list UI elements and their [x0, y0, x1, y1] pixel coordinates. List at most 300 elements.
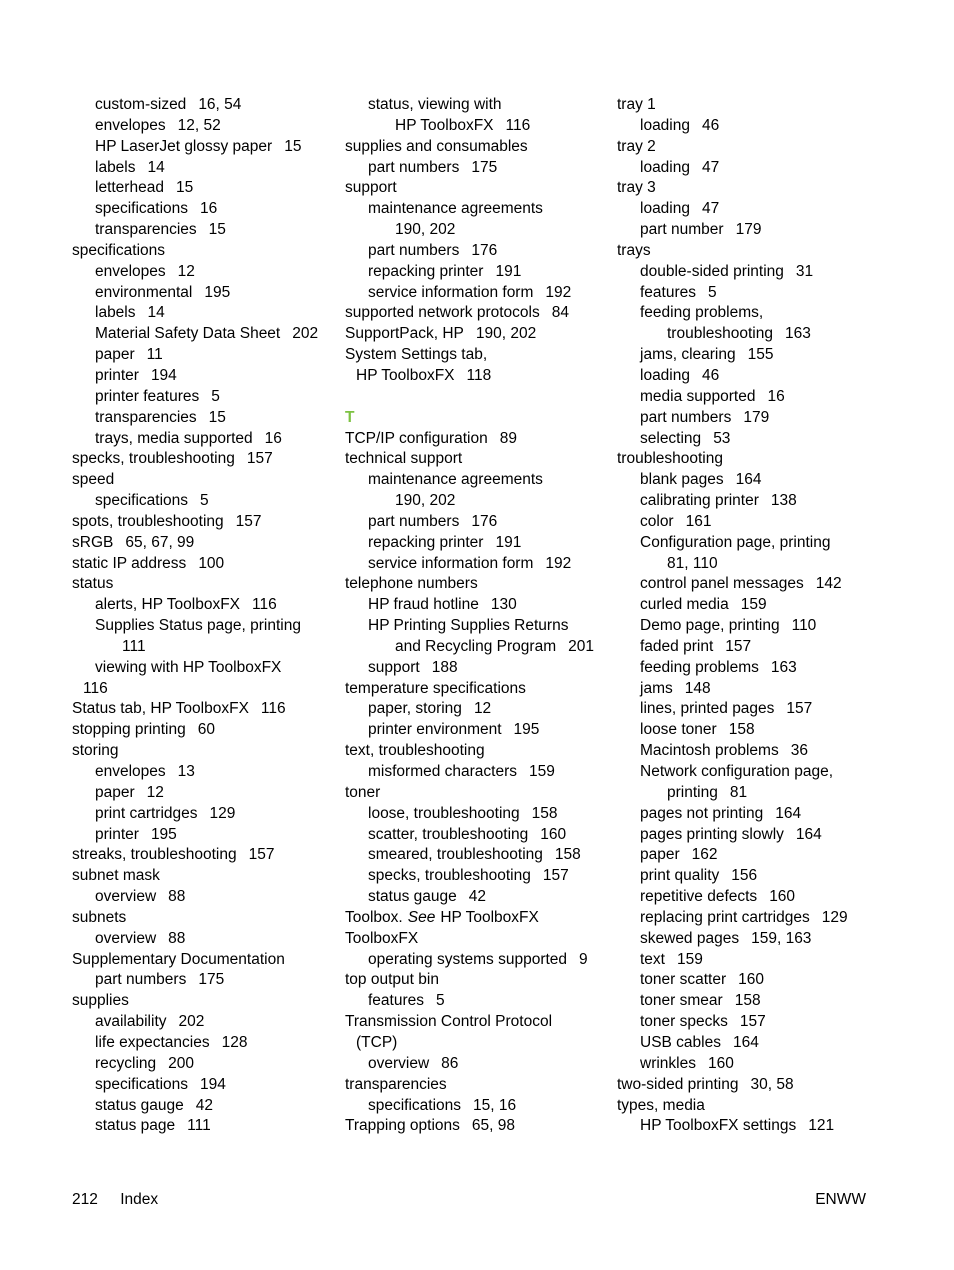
index-term: envelopes: [95, 262, 166, 280]
page-reference: 202: [292, 325, 319, 343]
index-term: blank pages: [640, 471, 724, 489]
index-entry: [345, 262, 594, 283]
page-reference: 176: [471, 512, 498, 530]
index-term: specifications: [72, 241, 166, 259]
index-entry: [72, 199, 318, 220]
index-entry: [345, 303, 594, 324]
index-term: Supplies Status page, printing: [95, 617, 301, 635]
index-term: Demo page, printing: [640, 617, 780, 635]
index-entry: [617, 533, 848, 554]
index-entry: [345, 283, 594, 304]
index-term: selecting: [640, 429, 702, 447]
index-entry: [617, 783, 848, 804]
index-term: loading: [640, 116, 690, 134]
index-entry: [345, 908, 594, 929]
page-reference: 15: [284, 137, 302, 155]
index-entry: [617, 178, 848, 199]
page-reference: 88: [168, 929, 186, 947]
index-entry: [617, 1075, 848, 1096]
index-entry: [345, 429, 594, 450]
index-term: text, troubleshooting: [345, 742, 485, 760]
index-term: trays, media supported: [95, 429, 253, 447]
index-term: status gauge: [95, 1096, 184, 1114]
page-reference: 84: [551, 304, 569, 322]
page-reference: 47: [702, 158, 720, 176]
page-reference: 129: [209, 804, 236, 822]
index-term: recycling: [95, 1054, 157, 1072]
index-entry: [345, 804, 594, 825]
page-reference: 164: [795, 825, 822, 843]
index-entry: [345, 991, 594, 1012]
index-entry: [72, 699, 318, 720]
index-term: labels: [95, 304, 136, 322]
index-term: lines, printed pages: [640, 700, 775, 718]
index-term: support: [368, 658, 420, 676]
page-reference: 65, 67, 99: [125, 533, 195, 551]
page-reference: 5: [211, 387, 220, 405]
index-entry: [617, 658, 848, 679]
index-entry: [617, 262, 848, 283]
page-reference: 159: [676, 950, 703, 968]
index-entry: [72, 658, 318, 679]
index-entry: [617, 1054, 848, 1075]
index-term: Transmission Control Protocol: [345, 1013, 553, 1031]
index-entry: [345, 387, 594, 408]
index-entry: [345, 491, 594, 512]
index-entry: [617, 241, 848, 262]
index-entry: [345, 324, 594, 345]
index-entry: [345, 699, 594, 720]
page-reference: 138: [770, 492, 797, 510]
index-term: environmental: [95, 283, 193, 301]
page-reference: 16: [200, 200, 218, 218]
index-term: letterhead: [95, 179, 164, 197]
index-entry: [617, 554, 848, 575]
index-entry: [345, 345, 594, 366]
index-term: service information form: [368, 283, 534, 301]
index-term: support: [345, 179, 397, 197]
page-reference: 12: [177, 262, 195, 280]
index-term: operating systems supported: [368, 950, 568, 968]
page-reference: 128: [221, 1033, 248, 1051]
page-reference: 192: [545, 283, 572, 301]
page-reference: 188: [431, 658, 458, 676]
index-term: Configuration page, printing: [640, 533, 831, 551]
page-reference: 158: [734, 992, 761, 1010]
index-term: paper: [95, 783, 135, 801]
index-term: Trapping options: [345, 1117, 460, 1135]
index-term: trays: [617, 241, 651, 259]
index-entry: [345, 1033, 594, 1054]
index-entry: [617, 491, 848, 512]
index-term: specks, troubleshooting: [368, 867, 531, 885]
page-reference: 160: [738, 971, 765, 989]
page-reference: 157: [739, 1013, 766, 1031]
page-reference: 195: [513, 721, 540, 739]
index-term: top output bin: [345, 971, 439, 989]
index-entry: [345, 595, 594, 616]
page-reference: 175: [198, 971, 225, 989]
page-reference: 159: [529, 763, 555, 780]
index-term: part numbers: [368, 512, 460, 530]
index-entry: [617, 991, 848, 1012]
index-entry: [72, 470, 318, 491]
page-reference: 46: [702, 366, 720, 384]
page-reference: 179: [743, 408, 770, 426]
index-entry: [72, 241, 318, 262]
page-reference: 16, 54: [198, 96, 242, 113]
index-entry: [617, 1116, 848, 1137]
index-term: Material Safety Data Sheet: [95, 325, 281, 343]
index-entry: [345, 533, 594, 554]
page-reference: 86: [441, 1054, 459, 1072]
index-term: repetitive defects: [640, 888, 758, 906]
index-entry: [72, 887, 318, 908]
index-term: storing: [72, 742, 119, 760]
page-reference: 118: [466, 366, 492, 384]
page-reference: 129: [821, 908, 848, 926]
index-term: paper: [95, 346, 135, 364]
index-term: HP ToolboxFX: [356, 366, 455, 384]
index-term: specifications: [95, 200, 189, 218]
index-term: part number: [640, 221, 724, 239]
index-term: transparencies: [345, 1075, 447, 1093]
page-reference: 161: [685, 512, 712, 530]
index-entry: [72, 741, 318, 762]
index-term: labels: [95, 158, 136, 176]
index-term: subnets: [72, 908, 127, 926]
index-entry: [72, 95, 318, 116]
index-term: USB cables: [640, 1033, 721, 1051]
page-reference: 100: [198, 554, 225, 572]
index-term: streaks, troubleshooting: [72, 846, 237, 864]
page-reference: 89: [499, 429, 517, 447]
index-entry: [617, 283, 848, 304]
page-reference: 202: [178, 1013, 205, 1031]
index-term: status gauge: [368, 888, 457, 906]
index-entry: [72, 512, 318, 533]
page-reference: 158: [531, 804, 558, 822]
index-entry: [72, 137, 318, 158]
index-term: paper, storing: [368, 700, 462, 718]
index-entry: [617, 616, 848, 637]
index-entry: [617, 825, 848, 846]
index-term: HP LaserJet glossy paper: [95, 137, 273, 155]
index-term: calibrating printer: [640, 492, 759, 510]
index-entry: [345, 241, 594, 262]
index-term: part numbers: [640, 408, 732, 426]
index-term: viewing with HP ToolboxFX: [95, 658, 282, 676]
index-term: printer: [95, 825, 139, 843]
index-term: 190, 202: [395, 492, 456, 510]
index-term: features: [640, 283, 697, 301]
index-entry: [617, 887, 848, 908]
index-entry: [72, 533, 318, 554]
index-entry: [345, 616, 594, 637]
index-entry: [617, 679, 848, 700]
page-reference: 176: [471, 241, 498, 259]
index-entry: [72, 491, 318, 512]
page-reference: 15: [208, 221, 226, 239]
index-entry: [72, 970, 318, 991]
index-entry: [617, 137, 848, 158]
index-term: features: [368, 992, 425, 1010]
index-column-3: [617, 95, 848, 1137]
index-term: (TCP): [356, 1033, 398, 1051]
index-entry: [345, 1116, 594, 1137]
page-reference: 160: [540, 825, 567, 843]
page-reference: 31: [795, 262, 814, 280]
page-reference: 9: [579, 950, 588, 968]
index-term: life expectancies: [95, 1033, 210, 1051]
index-term: status, viewing with: [368, 96, 502, 113]
index-entry: [617, 387, 848, 408]
page-reference: 192: [545, 554, 572, 572]
index-term: HP fraud hotline: [368, 596, 479, 614]
page-reference: 47: [702, 200, 720, 218]
index-entry: [72, 595, 318, 616]
index-entry: [617, 595, 848, 616]
index-term: envelopes: [95, 763, 166, 780]
index-term: specifications: [368, 1096, 462, 1114]
page-reference: 157: [235, 512, 262, 530]
page-reference: 175: [471, 158, 498, 176]
index-entry: [617, 1012, 848, 1033]
page-reference: 46: [702, 116, 720, 134]
index-entry: [345, 970, 594, 991]
page-reference: 121: [808, 1117, 835, 1135]
page-reference: 16: [767, 387, 785, 405]
page-reference: 195: [150, 825, 177, 843]
index-term: availability: [95, 1013, 167, 1031]
index-entry: [345, 762, 594, 783]
index-entry: [617, 429, 848, 450]
index-entry: [72, 1033, 318, 1054]
index-entry: [617, 929, 848, 950]
page-reference: 116: [260, 700, 286, 718]
index-term: Macintosh problems: [640, 742, 779, 760]
index-term: 81, 110: [667, 554, 718, 572]
index-term: envelopes: [95, 116, 166, 134]
index-entry: [617, 574, 848, 595]
index-term: specks, troubleshooting: [72, 450, 235, 468]
index-entry: [617, 1096, 848, 1117]
page-reference: 111: [187, 1117, 211, 1135]
index-term: HP Printing Supplies Returns: [368, 617, 569, 635]
page-reference: 164: [732, 1033, 759, 1051]
index-entry: [72, 616, 318, 637]
index-term: stopping printing: [72, 721, 186, 739]
index-entry: [617, 762, 848, 783]
index-entry: [617, 303, 848, 324]
index-entry: [617, 408, 848, 429]
page-reference: 81: [729, 783, 748, 801]
index-term: control panel messages: [640, 575, 804, 593]
index-entry: [345, 950, 594, 971]
index-entry: [72, 866, 318, 887]
page-reference: 16: [264, 429, 282, 447]
index-term: supplies: [72, 992, 129, 1010]
index-term: toner scatter: [640, 971, 727, 989]
index-term: telephone numbers: [345, 575, 478, 593]
page-reference: 194: [200, 1075, 226, 1093]
index-term: jams: [640, 679, 673, 697]
index-term: overview: [95, 929, 157, 947]
index-term: troubleshooting: [617, 450, 723, 468]
index-term: two-sided printing: [617, 1075, 739, 1093]
index-term: Toolbox.: [345, 908, 403, 926]
index-term: static IP address: [72, 554, 187, 572]
index-entry: [345, 679, 594, 700]
index-entry: [617, 449, 848, 470]
index-entry: [72, 1012, 318, 1033]
index-entry: [617, 470, 848, 491]
index-term: tray 1: [617, 96, 656, 113]
page-reference: 12: [146, 783, 164, 801]
index-term: faded print: [640, 637, 714, 655]
index-entry: [72, 116, 318, 137]
page-reference: 14: [147, 304, 165, 322]
index-entry: [617, 908, 848, 929]
index-term: misformed characters: [368, 763, 518, 780]
index-entry: [345, 1012, 594, 1033]
index-term: wrinkles: [640, 1054, 696, 1072]
index-term: printer: [95, 366, 139, 384]
footer-code: ENWW: [815, 1191, 866, 1208]
index-entry: [345, 825, 594, 846]
index-column-1: [72, 95, 318, 1137]
footer-left: [72, 1191, 158, 1209]
index-entry: [345, 887, 594, 908]
index-entry: [617, 741, 848, 762]
index-term: overview: [368, 1054, 430, 1072]
index-entry: [72, 929, 318, 950]
index-entry: [345, 137, 594, 158]
index-entry: [617, 699, 848, 720]
index-entry: [617, 366, 848, 387]
index-entry: [72, 366, 318, 387]
index-term: subnet mask: [72, 867, 160, 885]
index-entry: [617, 158, 848, 179]
index-entry: [345, 220, 594, 241]
index-entry: [345, 366, 594, 387]
index-entry: [345, 720, 594, 741]
page-reference: 163: [770, 658, 797, 676]
page-reference: 12: [473, 700, 492, 718]
index-entry: [72, 178, 318, 199]
index-term: print quality: [640, 867, 720, 885]
index-entry: [345, 178, 594, 199]
page-reference: 157: [786, 700, 813, 718]
page-reference: 12, 52: [177, 116, 221, 134]
index-entry: [617, 866, 848, 887]
index-entry: [72, 429, 318, 450]
index-entry: [72, 908, 318, 929]
index-term: HP ToolboxFX: [395, 116, 494, 134]
index-term: and Recycling Program: [395, 637, 557, 655]
page-reference: 142: [815, 575, 842, 593]
index-entry: [72, 720, 318, 741]
index-entry: [72, 804, 318, 825]
index-term: replacing print cartridges: [640, 908, 810, 926]
index-entry: [617, 720, 848, 741]
index-entry: [72, 1075, 318, 1096]
index-term: loose, troubleshooting: [368, 804, 520, 822]
index-term: status page: [95, 1117, 176, 1135]
index-term: supported network protocols: [345, 304, 540, 322]
page-reference: 15: [208, 408, 226, 426]
index-entry: [345, 574, 594, 595]
index-entry: [345, 929, 594, 950]
page-reference: 160: [707, 1054, 734, 1072]
page-reference: 15, 16: [473, 1096, 517, 1114]
index-entry: [72, 950, 318, 971]
page-reference: 157: [248, 846, 275, 864]
index-term: curled media: [640, 596, 729, 614]
index-term: part numbers: [368, 158, 460, 176]
index-term: tray 2: [617, 137, 656, 155]
index-entry: [617, 345, 848, 366]
index-entry: [72, 991, 318, 1012]
index-term: feeding problems,: [640, 304, 764, 322]
page-reference: 36: [790, 742, 808, 760]
index-term: color: [640, 512, 674, 530]
page-reference: 88: [168, 888, 186, 906]
page-reference: 13: [177, 763, 195, 780]
index-entry: [72, 158, 318, 179]
index-term: part numbers: [368, 241, 460, 259]
page-reference: 65, 98: [471, 1117, 515, 1135]
footer-section: Index: [120, 1191, 159, 1208]
page-reference: 163: [785, 325, 811, 343]
index-entry: [617, 637, 848, 658]
index-entry: [72, 762, 318, 783]
index-term: feeding problems: [640, 658, 759, 676]
index-entry: [345, 116, 594, 137]
index-term: loading: [640, 366, 690, 384]
index-term: transparencies: [95, 221, 197, 239]
index-term: Status tab, HP ToolboxFX: [72, 700, 249, 718]
see-target: HP ToolboxFX: [440, 908, 539, 926]
index-entry: [72, 449, 318, 470]
index-entry: [345, 95, 594, 116]
page-reference: 110: [791, 617, 817, 635]
index-entry: [72, 345, 318, 366]
index-term: spots, troubleshooting: [72, 512, 224, 530]
page-reference: 42: [195, 1096, 214, 1114]
index-term: media supported: [640, 387, 756, 405]
index-term: specifications: [95, 492, 189, 510]
index-term: loading: [640, 200, 690, 218]
index-entry: [345, 1096, 594, 1117]
page-reference: 60: [197, 721, 215, 739]
index-term: pages not printing: [640, 804, 764, 822]
index-term: speed: [72, 471, 115, 489]
index-term: temperature specifications: [345, 679, 526, 697]
page-reference: 15: [175, 179, 194, 197]
index-term: repacking printer: [368, 533, 484, 551]
index-entry: [617, 199, 848, 220]
page-reference: 194: [150, 366, 177, 384]
index-entry: [617, 220, 848, 241]
index-entry: [617, 804, 848, 825]
index-entry: [72, 845, 318, 866]
index-entry: [72, 262, 318, 283]
index-term: TCP/IP configuration: [345, 429, 488, 447]
index-term: Supplementary Documentation: [72, 950, 285, 968]
page-reference: 191: [495, 262, 522, 280]
index-entry: [345, 470, 594, 491]
